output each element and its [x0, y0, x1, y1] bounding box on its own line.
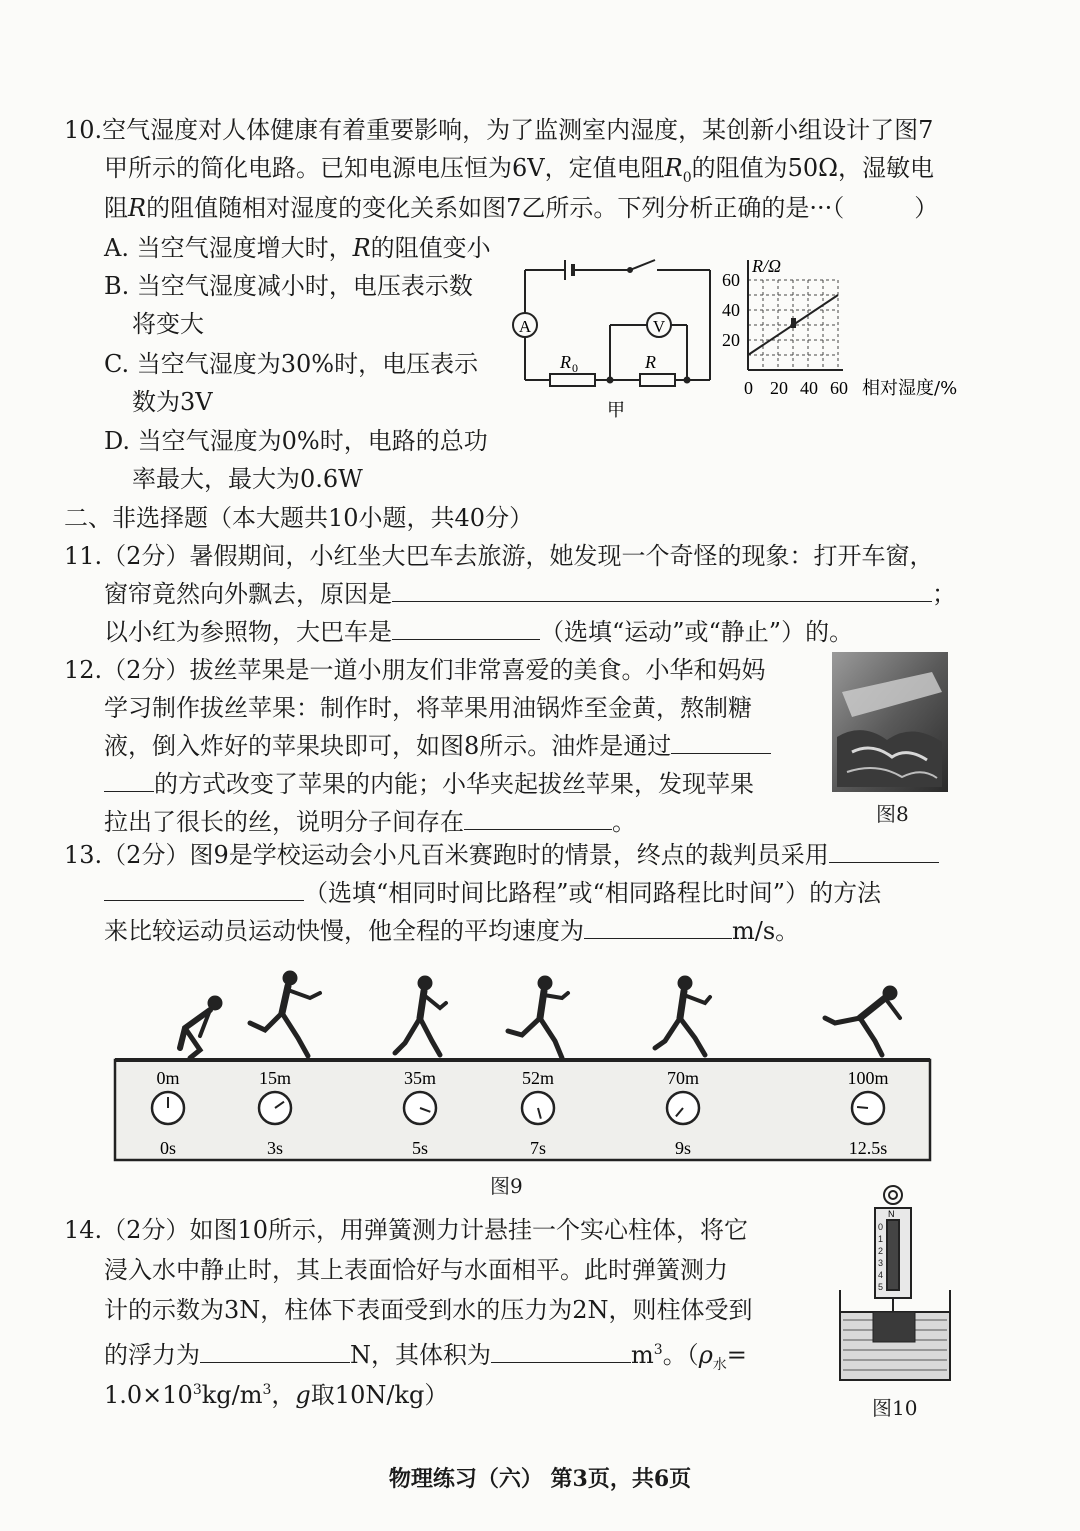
time-label: 7s — [529, 1138, 547, 1158]
q10-line2: 甲所示的简化电路。已知电源电压恒为6V，定值电阻$R_0$的阻值为50Ω，湿敏电 — [104, 154, 935, 186]
r-label: R — [645, 352, 656, 372]
distance-label: 52m — [521, 1068, 555, 1088]
time-label: 3s — [266, 1138, 284, 1158]
q10-option-d-cont: 率最大，最大为0.6W — [132, 465, 363, 493]
q11-blank-1[interactable] — [392, 579, 932, 602]
q12-line5: 拉出了很长的丝，说明分子间存在 。 — [104, 808, 636, 836]
q10-option-c-cont: 数为3V — [132, 388, 213, 416]
distance-label: 15m — [258, 1068, 292, 1088]
runner-1 — [180, 996, 222, 1058]
q13-blank-1[interactable] — [829, 840, 939, 863]
y-tick-20: 20 — [722, 330, 740, 350]
r0-label: R — [560, 352, 571, 372]
q13-line3: 来比较运动员运动快慢，他全程的平均速度为 m/s。 — [104, 917, 800, 945]
voltmeter-label: V — [652, 317, 666, 336]
q10-line1: 10.空气湿度对人体健康有着重要影响，为了监测室内湿度，某创新小组设计了图7 — [64, 116, 934, 144]
runner-4 — [508, 976, 568, 1058]
q13-blank-1-cont[interactable] — [104, 878, 304, 901]
svg-text:0: 0 — [878, 1222, 884, 1232]
time-label: 9s — [674, 1138, 692, 1158]
q11-line3: 以小红为参照物，大巴车是 （选填“运动”或“静止”）的。 — [104, 618, 854, 646]
time-label: 12.5s — [848, 1138, 888, 1158]
q11-line2: 窗帘竟然向外飘去，原因是 ； — [104, 580, 956, 608]
q13-line1: 13.（2分）图9是学校运动会小凡百米赛跑时的情景，终点的裁判员采用 — [64, 840, 939, 870]
distance-label: 0m — [156, 1068, 180, 1088]
q10-number: 10. — [64, 116, 103, 144]
candied-apple-photo — [832, 652, 948, 792]
time-label: 5s — [411, 1138, 429, 1158]
q14-line4: 的浮力为 N，其体积为 $m^3$。（$\rho_水=$ — [104, 1341, 747, 1373]
track-mark — [847, 1068, 888, 1158]
distance-label: 35m — [403, 1068, 437, 1088]
y-tick-60: 60 — [722, 270, 740, 290]
q12-line2: 学习制作拔丝苹果：制作时，将苹果用油锅炸至金黄，熬制糖 — [104, 694, 752, 722]
q14-line2: 浸入水中静止时，其上表面恰好与水面相平。此时弹簧测力 — [104, 1256, 728, 1284]
q14-line3: 计的示数为3N，柱体下表面受到水的压力为2N，则柱体受到 — [104, 1296, 753, 1324]
circuit-diagram — [505, 250, 725, 425]
time-label: 0s — [159, 1138, 177, 1158]
q12-blank-1-cont[interactable] — [104, 769, 154, 792]
meter-unit: N — [888, 1209, 895, 1219]
circuit-caption: 甲 — [607, 400, 625, 421]
section-2-heading: 二、非选择题（本大题共10小题，共40分） — [64, 504, 534, 532]
q13-line2: （选填“相同时间比路程”或“相同路程比时间”）的方法 — [104, 878, 881, 908]
q11-blank-2[interactable] — [392, 617, 540, 640]
svg-text:4: 4 — [878, 1270, 884, 1280]
figure-10-caption: 图10 — [872, 1396, 918, 1420]
q14-blank-2[interactable] — [491, 1340, 631, 1363]
q10-option-b: B. 当空气湿度减小时，电压表示数 — [104, 272, 473, 300]
svg-text:3: 3 — [878, 1258, 884, 1268]
q10-line3: 阻R的阻值随相对湿度的变化关系如图7乙所示。下列分析正确的是···（ ） — [104, 194, 939, 222]
x-tick-20: 20 — [770, 378, 788, 398]
q14-blank-1[interactable] — [200, 1340, 350, 1363]
svg-text:2: 2 — [878, 1246, 884, 1256]
q12-blank-1[interactable] — [671, 731, 771, 754]
x-tick-0: 0 — [744, 378, 753, 398]
q12-line3: 液，倒入炸好的苹果块即可，如图8所示。油炸是通过 — [104, 731, 771, 761]
graph-y-label: R/Ω — [752, 256, 782, 276]
race-figure — [110, 968, 940, 1168]
ammeter-label: A — [518, 317, 532, 336]
stopwatch-hand — [857, 1107, 868, 1108]
figure-9-caption: 图9 — [490, 1174, 523, 1198]
q10-option-a: A. 当空气湿度增大时，R的阻值变小 — [104, 234, 491, 262]
page-footer: 物理练习（六） 第3页，共6页 — [388, 1466, 692, 1492]
y-tick-40: 40 — [722, 300, 740, 320]
svg-text:1: 1 — [878, 1234, 884, 1244]
runner-3 — [395, 976, 446, 1055]
spring-scale-figure — [835, 1180, 955, 1390]
q14-line1: 14.（2分）如图10所示，用弹簧测力计悬挂一个实心柱体，将它 — [64, 1216, 748, 1244]
graph-x-label: 相对湿度/% — [862, 378, 958, 399]
r0-subscript: 0 — [572, 361, 578, 375]
q10-option-c: C. 当空气湿度为30%时，电压表示 — [104, 350, 479, 378]
q10-option-b-cont: 将变大 — [132, 310, 204, 338]
runner-5 — [655, 976, 710, 1055]
q12-blank-2[interactable] — [464, 807, 612, 830]
q12-line4: 的方式改变了苹果的内能；小华夹起拔丝苹果，发现苹果 — [104, 769, 754, 799]
q11-line1: 11.（2分）暑假期间，小红坐大巴车去旅游，她发现一个奇怪的现象：打开车窗， — [64, 542, 934, 570]
distance-label: 70m — [666, 1068, 700, 1088]
distance-label: 100m — [847, 1068, 889, 1088]
runner-2 — [250, 971, 320, 1056]
q13-blank-2[interactable] — [584, 916, 732, 939]
q10-option-d: D. 当空气湿度为0%时，电路的总功 — [104, 427, 488, 455]
runner-6 — [825, 986, 900, 1055]
figure-8-caption: 图8 — [876, 802, 909, 826]
svg-text:5: 5 — [878, 1282, 884, 1292]
q14-line5: $1.0\times 10^3kg/m^3$，g取10N/kg） — [104, 1381, 449, 1409]
x-tick-40: 40 — [800, 378, 818, 398]
x-tick-60: 60 — [830, 378, 848, 398]
resistance-humidity-graph — [718, 250, 988, 410]
q12-line1: 12.（2分）拔丝苹果是一道小朋友们非常喜爱的美食。小华和妈妈 — [64, 656, 766, 684]
